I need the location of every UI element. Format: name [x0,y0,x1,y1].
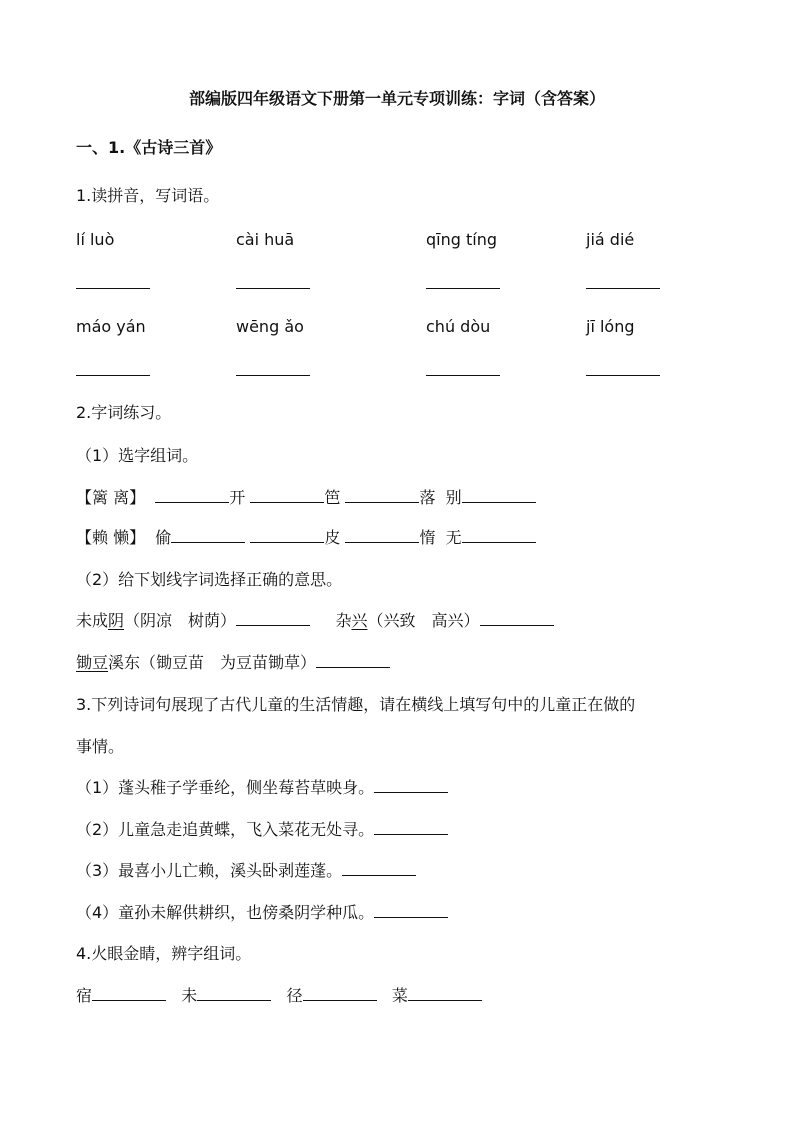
poem-item: （4）童孙未解供耕织，也傍桑阴学种瓜。 [76,903,448,923]
word-choice-line: 【篱 离】 开 笆 落 别 [76,488,536,508]
char-pair-label: 【赖 懒】 [76,528,146,547]
answer-blank[interactable] [426,361,500,381]
meaning-line: 未成阴（阴凉 树荫） 杂兴（兴致 高兴） [76,611,554,631]
char-pair-label: 【篱 离】 [76,488,146,507]
section-heading: 一、1.《古诗三首》 [76,138,222,157]
answer-blank[interactable] [374,903,448,918]
poem-item: （1）蓬头稚子学垂纶，侧坐莓苔草映身。 [76,778,448,798]
answer-blank[interactable] [345,488,419,503]
pinyin: máo yán [76,317,146,336]
answer-blank[interactable] [342,861,416,876]
poem-item: （3）最喜小儿亡赖，溪头卧剥莲蓬。 [76,861,416,881]
question-2-heading: 2.字词练习。 [76,403,172,422]
answer-blank[interactable] [250,488,324,503]
pinyin: lí luò [76,230,115,249]
page-title: 部编版四年级语文下册第一单元专项训练：字词（含答案） [188,89,605,108]
sub-question: （2）给下划线字词选择正确的意思。 [76,570,343,589]
pinyin: qīng tíng [426,230,497,249]
answer-blank[interactable] [462,488,536,503]
answer-blank[interactable] [76,274,150,294]
word-choice-line: 【赖 懒】 偷 皮 惰 无 [76,528,536,548]
answer-blank[interactable] [236,611,310,626]
answer-blank[interactable] [250,528,324,543]
question-3-heading-cont: 事情。 [76,737,125,756]
answer-blank[interactable] [303,986,377,1001]
answer-blank[interactable] [92,986,166,1001]
pinyin: jiá dié [586,230,635,249]
pinyin: chú dòu [426,317,491,336]
char-distinguish-line: 宿 未 径 菜 [76,986,482,1006]
answer-blank[interactable] [408,986,482,1001]
question-4-heading: 4.火眼金睛，辨字组词。 [76,944,252,963]
answer-blank[interactable] [462,528,536,543]
pinyin: jī lóng [586,317,635,336]
pinyin: cài huā [236,230,295,249]
question-1-heading: 1.读拼音，写词语。 [76,186,220,205]
answer-blank[interactable] [171,528,245,543]
answer-blank[interactable] [586,274,660,294]
pinyin: wēng ǎo [236,317,304,336]
meaning-line: 锄豆溪东（锄豆苗 为豆苗锄草） [76,653,390,673]
answer-blank[interactable] [374,820,448,835]
answer-blank[interactable] [480,611,554,626]
sub-question: （1）选字组词。 [76,446,199,465]
answer-blank[interactable] [236,274,310,294]
poem-item: （2）儿童急走追黄蝶，飞入菜花无处寻。 [76,820,448,840]
question-3-heading: 3.下列诗词句展现了古代儿童的生活情趣，请在横线上填写句中的儿童正在做的 [76,695,636,714]
answer-blank[interactable] [316,653,390,668]
answer-blank[interactable] [345,528,419,543]
answer-blank[interactable] [155,488,229,503]
answer-blank[interactable] [586,361,660,381]
answer-blank[interactable] [236,361,310,381]
answer-blank[interactable] [374,778,448,793]
answer-blank[interactable] [197,986,271,1001]
answer-blank[interactable] [76,361,150,381]
answer-blank[interactable] [426,274,500,294]
